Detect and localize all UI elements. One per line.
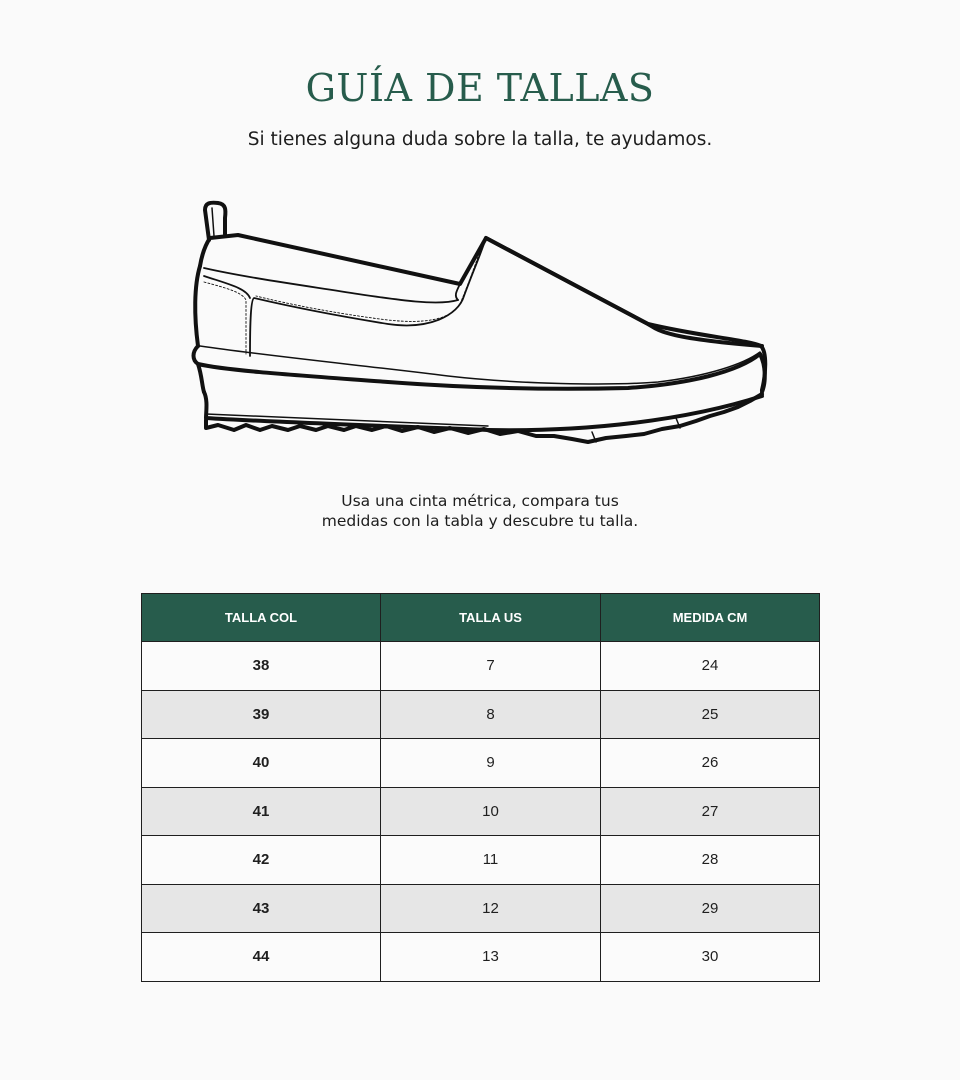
header-medida-cm: MEDIDA CM: [601, 594, 820, 642]
header-talla-us: TALLA US: [381, 594, 601, 642]
page-title: GUÍA DE TALLAS: [305, 66, 655, 110]
cell-medida-cm: 25: [601, 690, 820, 739]
cell-talla-us: 13: [381, 933, 601, 982]
table-row: [142, 787, 820, 836]
cell-talla-col: 41: [142, 787, 381, 836]
table-row: [142, 836, 820, 885]
instructions-line-1: Usa una cinta métrica, compara tus: [341, 492, 619, 510]
cell-medida-cm: 30: [601, 933, 820, 982]
cell-medida-cm: 27: [601, 787, 820, 836]
cell-talla-col: 42: [142, 836, 381, 885]
table-header-row: [142, 594, 820, 642]
cell-talla-us: 9: [381, 739, 601, 788]
cell-talla-col: 40: [142, 739, 381, 788]
cell-talla-col: 39: [142, 690, 381, 739]
cell-talla-us: 7: [381, 642, 601, 691]
cell-medida-cm: 24: [601, 642, 820, 691]
cell-talla-us: 12: [381, 884, 601, 933]
cell-talla-col: 38: [142, 642, 381, 691]
cell-talla-col: 43: [142, 884, 381, 933]
table-row: [142, 690, 820, 739]
measurement-instructions: [0, 492, 960, 531]
cell-medida-cm: 28: [601, 836, 820, 885]
cell-talla-us: 10: [381, 787, 601, 836]
page-subtitle: Si tienes alguna duda sobre la talla, te ayudamos.: [247, 129, 713, 150]
cell-medida-cm: 29: [601, 884, 820, 933]
slip-on-shoe-icon: [188, 196, 773, 452]
header-talla-col: TALLA COL: [142, 594, 381, 642]
table-row: [142, 884, 820, 933]
instructions-line-2: medidas con la tabla y descubre tu talla.: [321, 511, 639, 530]
cell-talla-us: 8: [381, 690, 601, 739]
cell-medida-cm: 26: [601, 739, 820, 788]
table-row: [142, 642, 820, 691]
cell-talla-col: 44: [142, 933, 381, 982]
size-table: [141, 593, 820, 982]
table-row: [142, 933, 820, 982]
table-row: [142, 739, 820, 788]
cell-talla-us: 11: [381, 836, 601, 885]
